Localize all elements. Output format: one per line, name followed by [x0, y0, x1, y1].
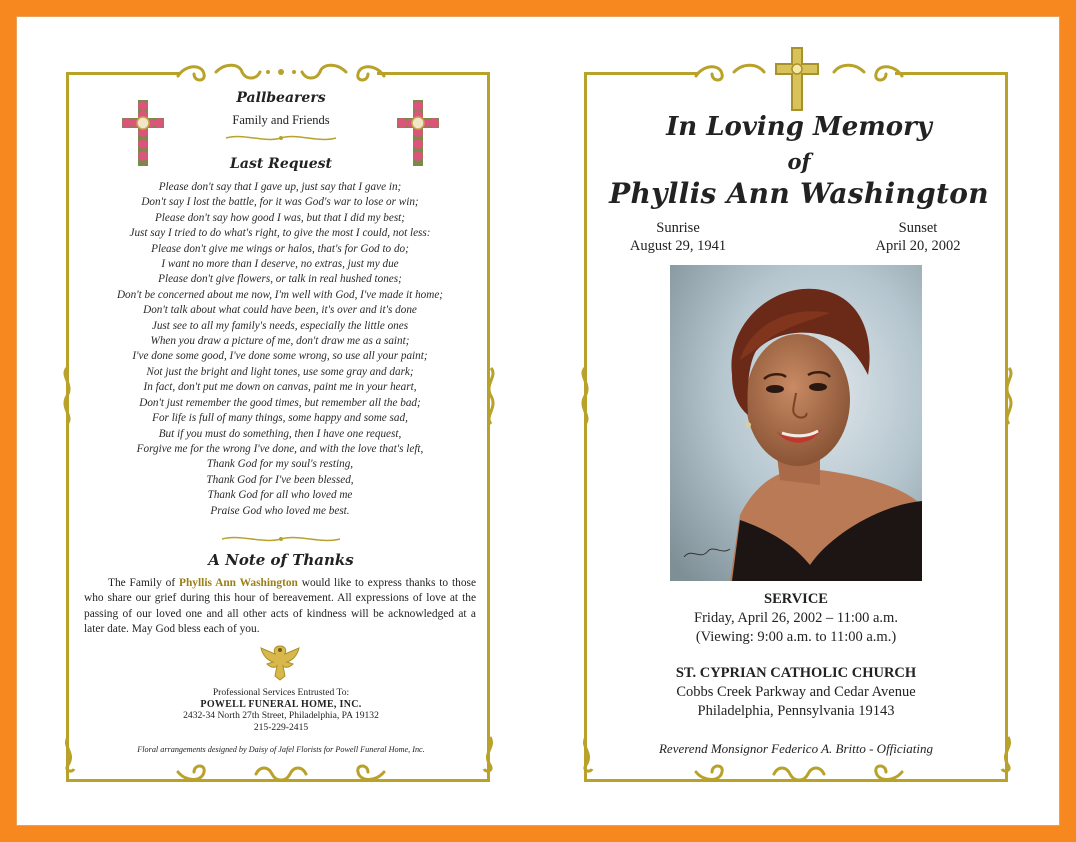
poem-line: Please don't give flowers, or talk in real hushed tones;: [158, 273, 402, 286]
professional-services: [66, 687, 496, 733]
heading-of: of: [787, 149, 811, 174]
poem-line: In fact, don't put me down on canvas, paint me in your heart,: [143, 381, 417, 394]
poem-line: Please don't say how good I was, but that I did my best;: [154, 211, 406, 224]
scroll-ornament-icon: [1000, 366, 1018, 426]
poem-line: I want no more than I deserve, no extras, just my due: [161, 258, 399, 271]
scroll-ornament-icon: [576, 366, 594, 426]
scroll-ornament-icon: [694, 764, 904, 784]
poem-line: But if you must do something, then I have one request,: [158, 427, 402, 440]
scroll-ornament-icon: [176, 764, 386, 784]
divider-ornament-icon: [220, 534, 342, 544]
sunset-label: Sunset: [898, 220, 938, 236]
poem-line: Don't just remember the good times, but remember all the bad;: [139, 396, 421, 409]
poem-line: Don't say I lost the battle, for it was God's war to lose or win;: [141, 196, 419, 209]
church-block: [584, 664, 1008, 721]
divider-ornament-icon: [224, 133, 338, 143]
note-of-thanks-text: [84, 576, 476, 637]
poem-line: Please don't give me wings or halos, that's for God to do;: [151, 242, 409, 255]
poem-line: Don't be concerned about me now, I'm well with God, I've made it home;: [116, 288, 444, 301]
church-address-line2: Philadelphia, Pennsylvania 19143: [697, 703, 895, 719]
poem-line: Please don't say that I gave up, just say that I gave in;: [158, 181, 402, 193]
poem-line: Forgive me for the wrong I've done, and with the love that's left,: [136, 442, 424, 455]
church-name: ST. CYPRIAN CATHOLIC CHURCH: [675, 665, 917, 681]
poem-line: Thank God for all who loved me: [207, 489, 353, 502]
thanks-text-after: would like to express thanks to those who share our grief during this hour of bereavement. All expressions of love at the passing of our loved one and all other acts of kindness will be acknowledged at a later date. May God bless each of you.: [84, 577, 476, 635]
frame-top-rule: [377, 72, 487, 75]
sunrise-date: August 29, 1941: [629, 238, 727, 254]
note-of-thanks-title: A Note of Thanks: [208, 551, 354, 569]
sunrise-block: [618, 219, 738, 255]
poem-line: Thank God for my soul's resting,: [206, 458, 354, 471]
scroll-ornament-icon: [176, 60, 386, 86]
deceased-name: Phyllis Ann Washington: [609, 177, 989, 210]
floral-credit: Floral arrangements designed by Daisy of Jafel Florists for Powell Funeral Home, Inc.: [137, 745, 425, 754]
service-block: [584, 590, 1008, 647]
viewing-time: (Viewing: 9:00 a.m. to 11:00 a.m.): [695, 629, 897, 645]
scroll-ornament-icon: [60, 735, 80, 775]
frame-top-rule: [587, 72, 697, 75]
frame-top-rule: [895, 72, 1005, 75]
poem-line: Don't talk about what could have been, it's over and it's done: [143, 304, 417, 317]
pallbearers-subtitle: Family and Friends: [232, 113, 330, 127]
memorial-heading: In Loving Memory: [666, 112, 932, 142]
sunset-block: [858, 219, 978, 255]
poem-line: I've done some good, I've done some wrong, so use all your paint;: [132, 350, 428, 363]
portrait-photo: [670, 265, 922, 581]
eagle-emblem-icon: [257, 640, 303, 684]
poem-line: Not just the bright and light tones, use some gray and dark;: [146, 365, 414, 378]
poem-line: For life is full of many things, some happy and some sad,: [152, 412, 408, 425]
service-datetime: Friday, April 26, 2002 – 11:00 a.m.: [694, 610, 898, 626]
poem-line: Just say I tried to do what's right, to give the most I could, not less:: [129, 227, 431, 240]
scroll-ornament-icon: [478, 735, 498, 775]
poem-line: Praise God who loved me best.: [210, 504, 350, 517]
officiant-line: Reverend Monsignor Federico A. Britto - Officiating: [658, 741, 934, 756]
frame-top-rule: [69, 72, 179, 75]
pallbearers-title: Pallbearers: [236, 90, 326, 106]
gold-cross-icon: [772, 46, 822, 112]
sunset-date: April 20, 2002: [875, 238, 961, 254]
service-title: SERVICE: [764, 591, 828, 607]
last-request-title: Last Request: [230, 156, 332, 172]
last-request-poem: [70, 180, 490, 519]
poem-line: Thank God for I've been blessed,: [206, 473, 354, 486]
poem-line: When you draw a picture of me, don't draw me as a saint;: [150, 335, 410, 348]
portrait-illustration: [670, 265, 922, 581]
funeral-home-address: 2432-34 North 27th Street, Philadelphia, PA 19132: [183, 710, 379, 722]
services-intro: Professional Services Entrusted To:: [212, 687, 350, 698]
poem-line: Just see to all my family's needs, especially the little ones: [151, 319, 409, 332]
funeral-home-name: POWELL FUNERAL HOME, INC.: [200, 698, 362, 710]
thanks-highlight-name: Phyllis Ann Washington: [179, 577, 298, 589]
church-address-line1: Cobbs Creek Parkway and Cedar Avenue: [676, 684, 916, 700]
sunrise-label: Sunrise: [656, 220, 700, 236]
funeral-home-phone: 215-229-2415: [253, 721, 309, 733]
thanks-text-before: The Family of: [108, 577, 179, 589]
